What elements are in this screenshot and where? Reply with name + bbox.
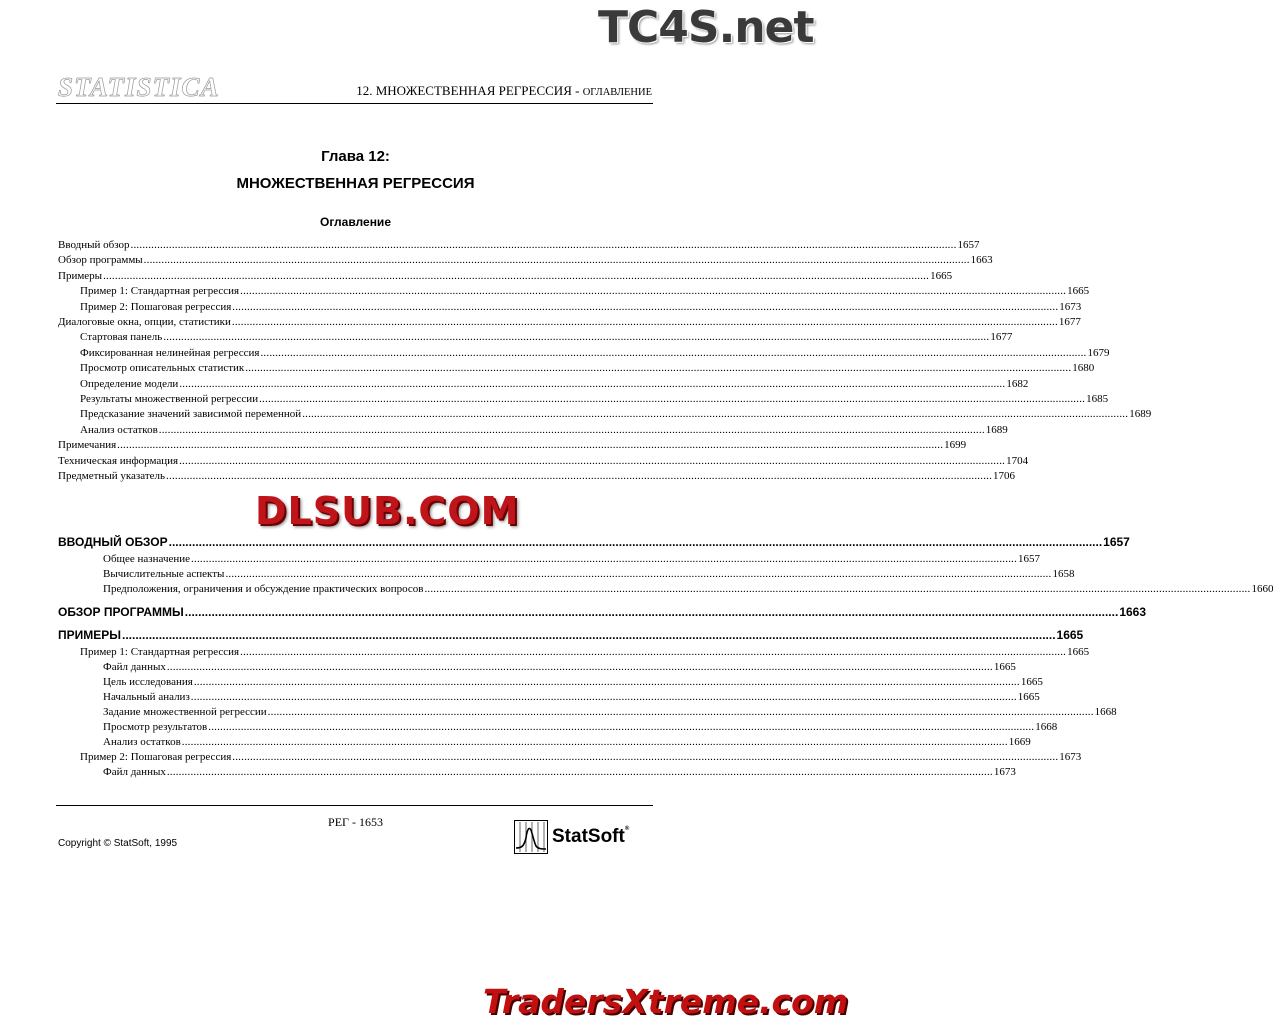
toc-entry	[58, 438, 967, 453]
toc-entry-label: Результаты множественной регрессии	[80, 393, 259, 405]
toc-entry-page: 1677	[1058, 316, 1081, 328]
copyright-text: Copyright © StatSoft, 1995	[58, 838, 178, 849]
toc-entry-page: 1682	[1006, 377, 1029, 390]
toc-heading: Оглавление	[320, 215, 391, 229]
toc-dot-leader	[191, 552, 1017, 567]
toc-entry-page: 1665	[1020, 676, 1043, 688]
toc-dot-leader	[117, 438, 943, 453]
statistica-logo: STATISTICA	[58, 72, 220, 102]
toc-entry-page: 1663	[970, 254, 993, 267]
statsoft-logo	[514, 820, 629, 854]
toc-dot-leader	[194, 675, 1020, 690]
toc-entry-page: 1665	[930, 269, 953, 282]
toc-entry-label: Техническая информация	[58, 454, 179, 467]
toc-entry	[80, 330, 1013, 345]
page-number: РЕГ - 1653	[328, 815, 383, 829]
watermark-tradersxtreme: TradersXtreme.com	[483, 982, 849, 1021]
toc-entry-page: 1689	[985, 423, 1008, 436]
running-header-section: ОГЛАВЛЕНИЕ	[582, 87, 652, 98]
toc-entry	[58, 269, 953, 284]
toc-dot-leader	[240, 645, 1066, 660]
toc-entry-label: Пример 2: Пошаговая регрессия	[80, 751, 232, 763]
toc-entry-page: 1677	[990, 331, 1013, 344]
toc-entry	[80, 423, 1008, 438]
toc-entry-label: ОБЗОР ПРОГРАММЫ	[58, 605, 184, 619]
toc-dot-leader	[232, 315, 1058, 330]
toc-entry-label: Анализ остатков	[80, 423, 158, 436]
toc-entry-label: Пример 1: Стандартная регрессия	[80, 646, 240, 658]
toc-entry	[103, 552, 1041, 567]
toc-dot-leader	[166, 469, 992, 484]
toc-entry	[80, 392, 1109, 407]
toc-entry	[80, 750, 1082, 765]
toc-entry	[80, 377, 1029, 392]
toc-entry-page: 1657	[1103, 535, 1130, 549]
toc-entry	[58, 605, 1147, 620]
toc-main	[58, 238, 1152, 484]
toc-entry-label: Примечания	[58, 439, 117, 452]
watermark-dlsub: DLSUB.COM	[255, 489, 520, 533]
toc-entry-page: 1669	[1008, 736, 1031, 748]
toc-entry	[58, 469, 1016, 484]
toc-dot-leader	[232, 750, 1058, 765]
toc-entry-label: Стартовая панель	[80, 331, 163, 344]
toc-entry	[103, 582, 1273, 597]
toc-entry	[80, 361, 1095, 376]
toc-entry-label: Пример 1: Стандартная регрессия	[80, 285, 240, 298]
toc-entry-page: 1668	[1035, 721, 1058, 733]
statsoft-brand: StatSoft®	[552, 826, 630, 847]
toc-dot-leader	[260, 346, 1086, 361]
toc-entry	[58, 315, 1081, 330]
toc-entry-label: Просмотр результатов	[103, 721, 208, 733]
toc-entry-page: 1663	[1119, 605, 1147, 619]
running-header-main: 12. МНОЖЕСТВЕННАЯ РЕГРЕССИЯ -	[356, 83, 583, 98]
toc-entry-page: 1689	[1129, 408, 1152, 421]
toc-entry-label: Обзор программы	[58, 254, 143, 267]
toc-dot-leader	[179, 454, 1005, 469]
toc-entry-page: 1706	[993, 470, 1016, 482]
toc-dot-leader	[225, 567, 1051, 582]
toc-entry	[103, 675, 1043, 690]
footer-rule	[56, 805, 653, 806]
toc-dot-leader	[302, 407, 1128, 422]
header-rule	[56, 103, 653, 104]
toc-dot-leader	[169, 535, 1103, 550]
toc-entry-page: 1665	[1056, 628, 1084, 642]
toc-entry-label: Примеры	[58, 269, 103, 282]
toc-entry-label: Просмотр описательных статистик	[80, 362, 245, 375]
toc-entry	[103, 720, 1058, 735]
toc-entry-page: 1657	[957, 239, 980, 251]
toc-entry-label: Задание множественной регрессии	[103, 706, 267, 718]
toc-entry	[103, 705, 1117, 720]
toc-dot-leader	[268, 705, 1094, 720]
toc-entry	[80, 300, 1082, 315]
toc-entry-label: Вычислительные аспекты	[103, 568, 225, 580]
toc-entry-label: ПРИМЕРЫ	[58, 628, 122, 642]
toc-entry-page: 1673	[993, 766, 1016, 778]
toc-entry-page: 1665	[1067, 285, 1090, 298]
toc-entry-page: 1665	[993, 661, 1016, 673]
toc-entry-page: 1665	[1017, 691, 1040, 703]
toc-entry	[103, 567, 1075, 582]
toc-dot-leader	[208, 720, 1034, 735]
toc-entry-label: Определение модели	[80, 377, 179, 390]
toc-entry-page: 1699	[944, 439, 967, 452]
toc-entry-label: Файл данных	[103, 766, 166, 778]
toc-dot-leader	[103, 269, 929, 284]
toc-entry	[80, 645, 1090, 660]
toc-dot-leader	[259, 392, 1085, 407]
toc-entry-label: Предположения, ограничения и обсуждение практических вопросов	[103, 583, 424, 595]
toc-entry-label: Цель исследования	[103, 676, 193, 688]
toc-entry-label: Файл данных	[103, 661, 166, 673]
toc-entry	[80, 407, 1152, 422]
toc-entry-page: 1673	[1059, 751, 1082, 763]
toc-entry	[80, 284, 1090, 299]
toc-dot-leader	[159, 423, 985, 438]
toc-dot-leader	[240, 284, 1066, 299]
toc-entry-label: ВВОДНЫЙ ОБЗОР	[58, 535, 168, 549]
toc-entry-label: Анализ остатков	[103, 736, 181, 748]
toc-entry-label: Общее назначение	[103, 553, 191, 565]
toc-entry	[58, 238, 980, 253]
toc-entry-label: Диалоговые окна, опции, статистики	[58, 316, 231, 328]
running-header	[330, 83, 652, 99]
chapter-title: Глава 12:	[321, 148, 390, 165]
watermark-tc4s: TC4S.net	[598, 2, 814, 53]
toc-entry	[58, 535, 1130, 550]
toc-dot-leader	[144, 253, 970, 268]
statsoft-chart-icon	[514, 820, 548, 854]
toc-entry-page: 1665	[1067, 646, 1090, 658]
toc-entry	[80, 346, 1110, 361]
toc-dot-leader	[163, 330, 989, 345]
toc-entry-label: Начальный анализ	[103, 691, 190, 703]
toc-detail	[58, 535, 1273, 785]
toc-entry-label: Предсказание значений зависимой переменной	[80, 408, 302, 421]
toc-dot-leader	[179, 377, 1005, 392]
toc-entry-label: Предметный указатель	[58, 470, 166, 482]
toc-entry-page: 1680	[1072, 362, 1095, 375]
toc-entry	[103, 765, 1016, 780]
toc-entry	[58, 454, 1029, 469]
toc-dot-leader	[191, 690, 1017, 705]
toc-dot-leader	[167, 765, 993, 780]
toc-entry-label: Фиксированная нелинейная регрессия	[80, 346, 260, 359]
toc-entry-label: Пример 2: Пошаговая регрессия	[80, 300, 232, 313]
toc-dot-leader	[122, 628, 1056, 643]
toc-entry-label: Вводный обзор	[58, 239, 130, 251]
toc-entry	[103, 690, 1040, 705]
toc-dot-leader	[167, 660, 993, 675]
chapter-subtitle: МНОЖЕСТВЕННАЯ РЕГРЕССИЯ	[236, 175, 475, 192]
toc-dot-leader	[182, 735, 1008, 750]
toc-dot-leader	[185, 605, 1119, 620]
toc-entry-page: 1657	[1018, 553, 1041, 565]
toc-entry	[58, 628, 1084, 643]
toc-entry-page: 1658	[1052, 568, 1075, 580]
toc-entry-page: 1660	[1251, 583, 1273, 595]
toc-dot-leader	[131, 238, 957, 253]
toc-entry-page: 1685	[1086, 393, 1109, 405]
toc-entry-page: 1668	[1094, 706, 1117, 718]
toc-entry	[103, 660, 1016, 675]
toc-dot-leader	[232, 300, 1058, 315]
toc-dot-leader	[245, 361, 1071, 376]
toc-dot-leader	[424, 582, 1250, 597]
toc-entry-page: 1679	[1087, 346, 1110, 359]
toc-entry-page: 1673	[1059, 300, 1082, 313]
toc-entry	[103, 735, 1031, 750]
toc-entry-page: 1704	[1006, 454, 1029, 467]
toc-entry	[58, 253, 993, 268]
